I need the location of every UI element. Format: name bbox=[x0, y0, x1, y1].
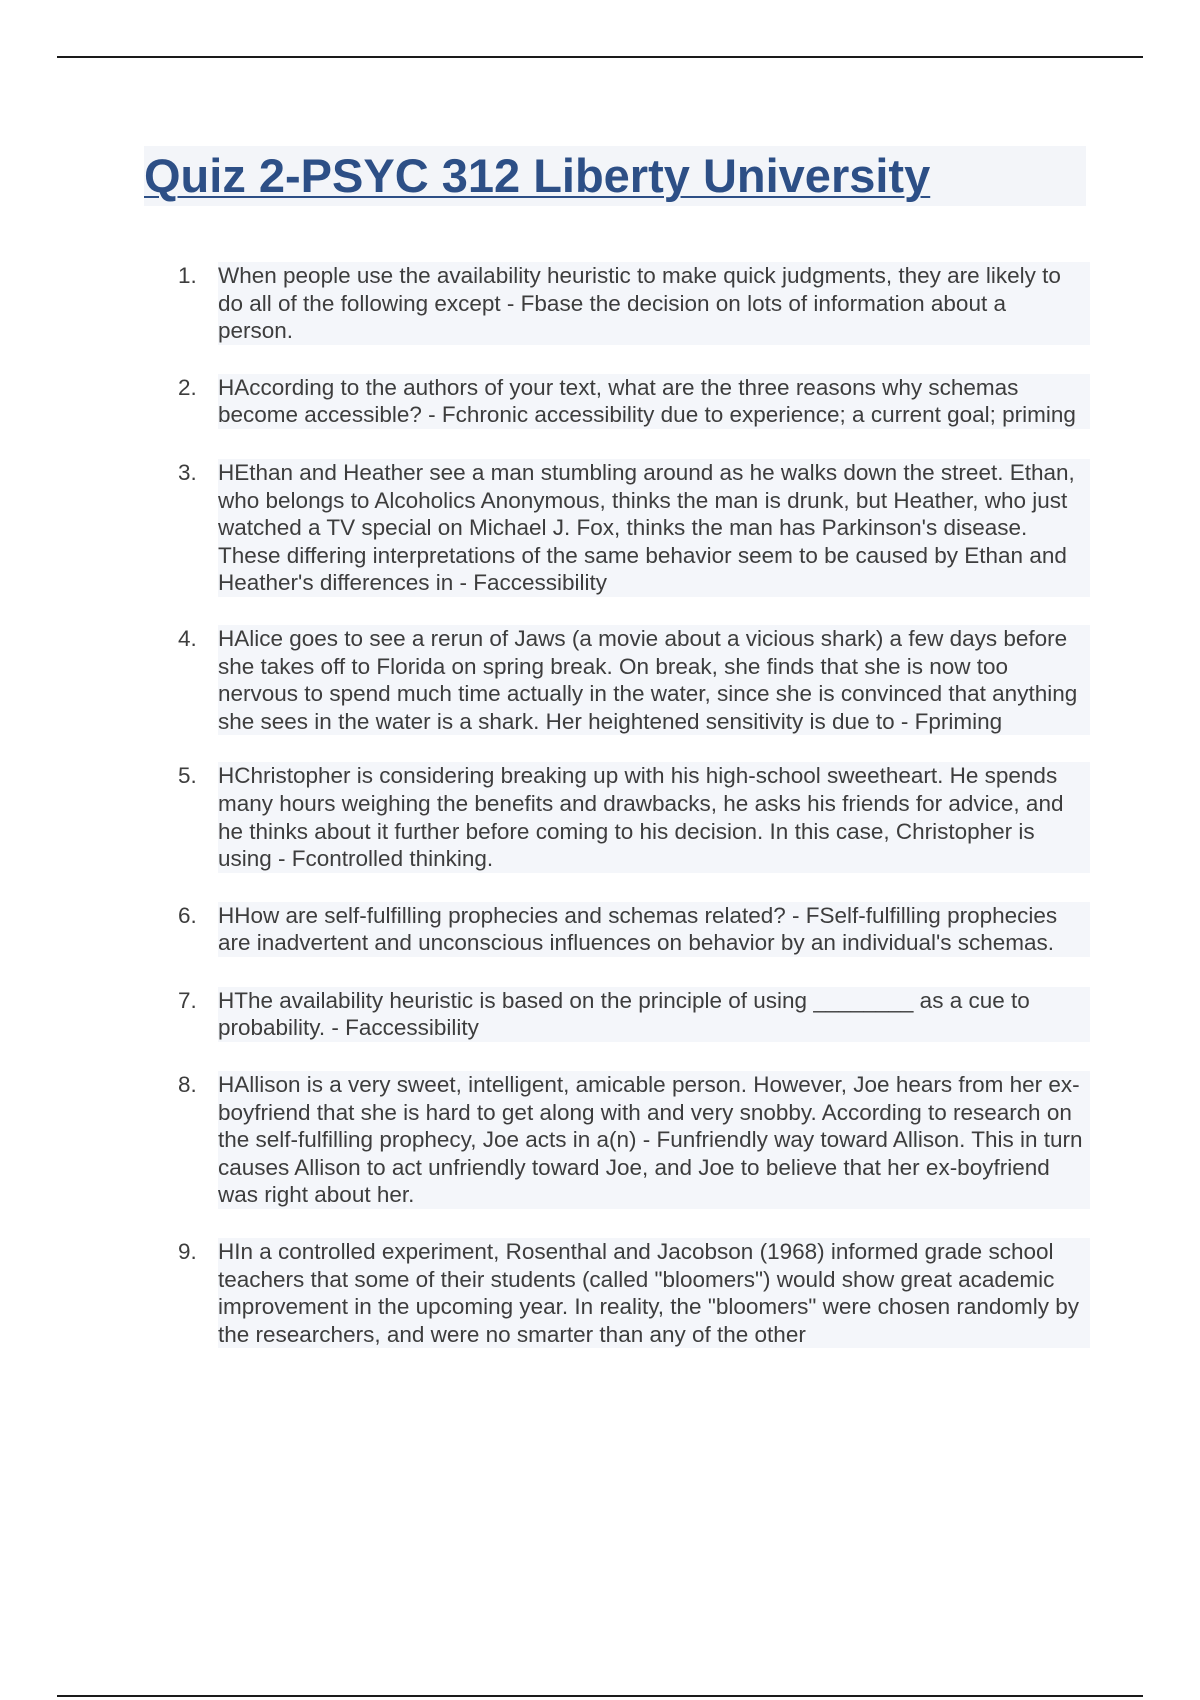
question-item-8 bbox=[170, 1071, 1090, 1209]
question-number: 7. bbox=[178, 987, 197, 1013]
question-item-1 bbox=[170, 262, 1090, 345]
question-item-3 bbox=[170, 459, 1090, 597]
question-text: HEthan and Heather see a man stumbling around as he walks down the street. Ethan, who belongs to Alcoholics Anonymous, thinks the man is drunk, but Heather, who just watched a TV special on Michael J. Fox, thinks the man has Parkinson's disease. These differing interpretations of the same behavior seem to be caused by Ethan and Heather's differences in - Faccessibility bbox=[218, 459, 1090, 597]
question-text: When people use the availability heuristic to make quick judgments, they are likely to do all of the following except - Fbase the decision on lots of information about a person. bbox=[218, 262, 1090, 345]
question-item-5 bbox=[170, 762, 1090, 872]
question-item-9 bbox=[170, 1238, 1090, 1348]
question-number: 6. bbox=[178, 902, 197, 928]
question-number: 1. bbox=[178, 263, 197, 288]
top-page-rule bbox=[57, 56, 1143, 58]
question-item-7 bbox=[170, 987, 1090, 1042]
title-highlight bbox=[144, 146, 1086, 206]
question-number: 5. bbox=[178, 763, 197, 789]
bottom-page-rule bbox=[57, 1695, 1143, 1697]
question-number: 8. bbox=[178, 1072, 197, 1098]
question-number: 3. bbox=[178, 459, 197, 485]
question-text: HChristopher is considering breaking up with his high-school sweetheart. He spends many hours weighing the benefits and drawbacks, he asks his friends for advice, and he thinks about it further before coming to his decision. In this case, Christopher is using - Fcontrolled thinking. bbox=[218, 762, 1090, 872]
question-number: 2. bbox=[178, 374, 197, 400]
question-text: HIn a controlled experiment, Rosenthal and Jacobson (1968) informed grade school teachers that some of their students (called "bloomers") would show great academic improvement in the upcoming year. In reality, the "bloomers" were chosen randomly by the researchers, and were no smarter than any of the other bbox=[218, 1238, 1090, 1348]
question-text: HThe availability heuristic is based on the principle of using ________ as a cue to probability. - Faccessibility bbox=[218, 987, 1090, 1042]
question-item-4 bbox=[170, 625, 1090, 735]
question-text: HAccording to the authors of your text, what are the three reasons why schemas become accessible? - Fchronic accessibility due to experience; a current goal; priming bbox=[218, 374, 1090, 429]
question-number: 9. bbox=[178, 1239, 197, 1265]
question-list bbox=[170, 262, 1090, 1348]
question-number: 4. bbox=[178, 625, 197, 651]
question-item-6 bbox=[170, 902, 1090, 957]
document-title: Quiz 2-PSYC 312 Liberty University bbox=[144, 149, 931, 202]
question-text: HAlice goes to see a rerun of Jaws (a movie about a vicious shark) a few days before she takes off to Florida on spring break. On break, she finds that she is now too nervous to spend much time actually in the water, since she is convinced that anything she sees in the water is a shark. Her heightened sensitivity is due to - Fpriming bbox=[218, 625, 1090, 735]
question-text: HAllison is a very sweet, intelligent, amicable person. However, Joe hears from her ex-boyfriend that she is hard to get along with and very snobby. According to research on the self-fulfilling prophecy, Joe acts in a(n) - Funfriendly way toward Allison. This in turn causes Allison to act unfriendly toward Joe, and Joe to believe that her ex-boyfriend was right about her. bbox=[218, 1071, 1090, 1209]
question-text: HHow are self-fulfilling prophecies and schemas related? - FSelf-fulfilling prophecies are inadvertent and unconscious influences on behavior by an individual's schemas. bbox=[218, 902, 1090, 957]
question-item-2 bbox=[170, 374, 1090, 429]
